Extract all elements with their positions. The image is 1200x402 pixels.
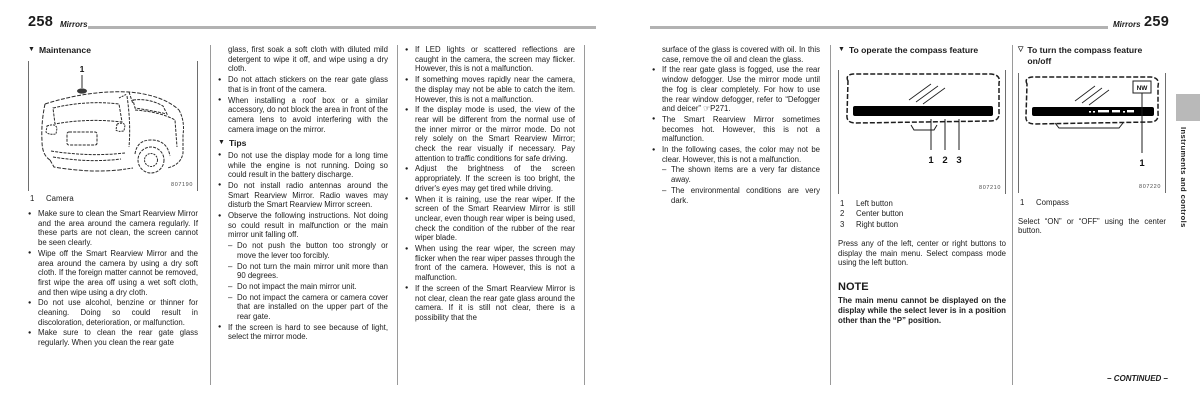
bullet-icon: ● [652,66,656,73]
maintenance-heading: ▼ Maintenance [28,45,91,55]
column-divider [584,45,585,385]
legend-row: 1 Compass [1020,198,1069,207]
compass-display-figure [1018,73,1166,193]
compass-callout-label: 1 [1139,158,1145,169]
figure-legend [838,199,1006,231]
bullet-icon: ● [405,165,409,172]
left-header-rule [88,26,596,29]
list-item: ● When using the rear wiper, the screen may flicker when the rear wiper passes through the front of the camera. However, this is not a malfunction. [405,244,575,283]
dash-icon: – [228,281,233,291]
triangle-filled-icon: ▼ [28,46,35,53]
bullet-icon: ● [652,146,656,153]
bullet-icon: ● [405,106,409,113]
list-item: ● Make sure to clean the Smart Rearview Mirror and the area around the camera regularly. If these parts are not clean, the screen cannot be seen clearly. [28,209,198,248]
sub-list-item: – The shown items are a very far distance away. [662,165,820,185]
legend-row: 3 Right button [840,219,899,229]
mirror-compass-illustration [1019,73,1165,187]
operate-compass-text: Press any of the left, center or right buttons to display the main menu. Select compass mode using the left button. [838,239,1006,268]
legend-row: 2 Center button [840,209,904,218]
car-rear-illustration [29,61,197,187]
bullet-icon: ● [405,46,409,53]
dash-icon: – [228,292,233,302]
chapter-tab-label: Instruments and controls [1179,127,1188,228]
continuation-text: glass, first soak a soft cloth with diluted mild detergent to wipe it off, and wipe using a dry cloth. [228,45,388,74]
list-item: ● Do not use alcohol, benzine or thinner for cleaning. Doing so could result in discoloration, deterioration, or malfunction. [28,298,198,327]
list-item: ● Make sure to clean the rear gate glass regularly. When you clean the rear gate [28,328,198,348]
camera-callout-label: 1 [79,63,85,74]
list-item: ● When installing a roof box or a similar accessory, do not block the area in front of the camera lens to avoid interfering with the camera image on the mirror. [218,95,388,134]
column-1 [28,45,198,349]
list-item: ● When it is raining, use the rear wiper. If the screen of the Smart Rearview Mirror is still unclear, even though rear wiper is being used, check the condition of the rubber of the rear wiper blade. [405,194,575,243]
button-callout-label: 2 [942,154,948,166]
dash-icon: – [662,165,667,175]
bullet-icon: ● [405,76,409,83]
column-divider [830,45,831,385]
list-item: ● Do not use the display mode for a long time while the engine is not running. Doing so could result in the battery discharge. [218,150,388,180]
compass-on-off-text: Select “ON” or “OFF” using the center button. [1018,216,1166,236]
list-item: ● If the screen is hard to see because of light, select the mirror mode. [218,322,388,342]
triangle-filled-icon: ▼ [838,46,845,53]
bullet-icon: ● [218,182,222,189]
triangle-outline-icon: ▽ [1018,46,1024,53]
list-item: ● In the following cases, the color may not be clear. However, this is not a malfunction. [652,145,820,164]
list-item: ● If something moves rapidly near the camera, the display may not be able to catch the item. However, this is not a malfunction. [405,75,575,104]
list-item: ● Adjust the brightness of the screen appropriately. If the screen is too bright, the driver's eyes may get tired while driving. [405,164,575,193]
column-4 [652,45,820,206]
figure-legend [1018,198,1166,209]
bullet-icon: ● [218,152,222,159]
column-divider [210,45,211,385]
right-page-number: 259 [1144,14,1170,30]
bullet-icon: ● [405,285,409,292]
bullet-icon: ● [218,76,222,83]
list-item: ● If the rear gate glass is fogged, use the rear window defogger. Use the mirror mode until the fog is clear completely. For how to use the rear window defogger, refer to “Defogger and deicer” ☞P271. [652,65,820,114]
sub-list-item: – Do not impact the main mirror unit. [228,281,357,291]
continuation-text: surface of the glass is covered with oil. In this case, remove the oil and clean the glass. [662,45,820,64]
note-text: The main menu cannot be displayed on the display while the select lever is in a position other than the “P” position. [838,296,1006,325]
mirror-buttons-illustration [839,70,1005,188]
bullet-icon: ● [652,116,656,123]
dash-icon: – [662,185,667,195]
sub-list-item: – Do not impact the camera or camera cover that are installed on the upper part of the rear gate. [228,292,388,322]
bullet-icon: ● [405,245,409,252]
bullet-icon: ● [28,299,32,306]
bullet-icon: ● [218,212,222,219]
note-heading: NOTE [838,281,869,294]
continued-footer: – CONTINUED – [1107,374,1168,383]
triangle-filled-icon: ▼ [218,139,225,147]
list-item: ● Observe the following instructions. Not doing so could result in malfunction or the main mirror unit falling off. [218,211,388,240]
list-item: ● Wipe off the Smart Rearview Mirror and the area around the camera by using a dry soft cloth. If the foreign matter cannot be removed, first wipe the area off using a wet soft cloth, and then wipe using a dry cloth. [28,248,198,297]
column-divider [397,45,398,385]
list-item: ● Do not install radio antennas around the Smart Rearview Mirror. Radio waves may disturb the Smart Rearview Mirror screen. [218,180,388,210]
column-5 [838,45,1006,326]
column-3 [405,45,575,324]
right-header-rule [650,26,1108,29]
bullet-icon: ● [218,324,222,331]
chapter-tab [1176,94,1200,121]
bullet-icon: ● [28,329,32,336]
dash-icon: – [228,261,233,271]
car-rear-figure [28,61,198,191]
figure-code: 807210 [979,184,1001,191]
legend-row: 1 Left button [840,198,893,208]
left-header-section: Mirrors [60,20,88,29]
button-callout-label: 3 [956,154,962,166]
column-6 [1018,45,1166,236]
sub-list-item: – The environmental conditions are very dark. [662,185,820,205]
tips-heading: ▼ Tips [218,138,247,149]
list-item: ● If LED lights or scattered reflections are caught in the camera, the screen may flicker. However, this is not a malfunction. [405,45,575,74]
compass-on-off-heading: ▽ To turn the compass feature on/off [1018,45,1143,66]
sub-list [662,165,820,205]
operate-compass-heading: ▼ To operate the compass feature [838,45,979,55]
list-item: ● The Smart Rearview Mirror sometimes becomes hot. However, this is not a malfunction. [652,114,820,144]
list-item: ● Do not attach stickers on the rear gate glass that is in front of the camera. [218,75,388,94]
column-2 [218,45,388,343]
figure-code: 807220 [1139,184,1161,190]
bullet-icon: ● [28,210,32,217]
sub-list-item: – Do not push the button too strongly or move the lever too forcibly. [228,241,388,260]
figure-caption: 1 Camera [30,193,74,203]
list-item: ● If the display mode is used, the view of the rear will be different from the normal use of the inner mirror or the mirror mode. Do not rely solely on the Smart Rearview Mirror; check the rear visually if necessary. Pay attention to traffic conditions for safe driving. [405,105,575,163]
right-header-section: Mirrors [1113,20,1141,29]
list-item: ● If the screen of the Smart Rearview Mirror is not clear, clean the rear gate glass around the camera. If it is still not clear, there is a possibility that the [405,283,575,322]
figure-code: 807190 [171,181,193,188]
sub-list-item: – Do not turn the main mirror unit more than 90 degrees. [228,261,388,281]
compass-badge-label: NW [1136,85,1148,92]
column-divider [1012,45,1013,385]
sub-list [228,241,388,322]
bullet-icon: ● [28,250,32,257]
bullet-icon: ● [218,97,222,104]
dash-icon: – [228,241,233,251]
compass-buttons-figure [838,70,1006,194]
bullet-icon: ● [405,196,409,203]
button-callout-label: 1 [928,154,934,166]
left-page-number: 258 [28,14,54,30]
